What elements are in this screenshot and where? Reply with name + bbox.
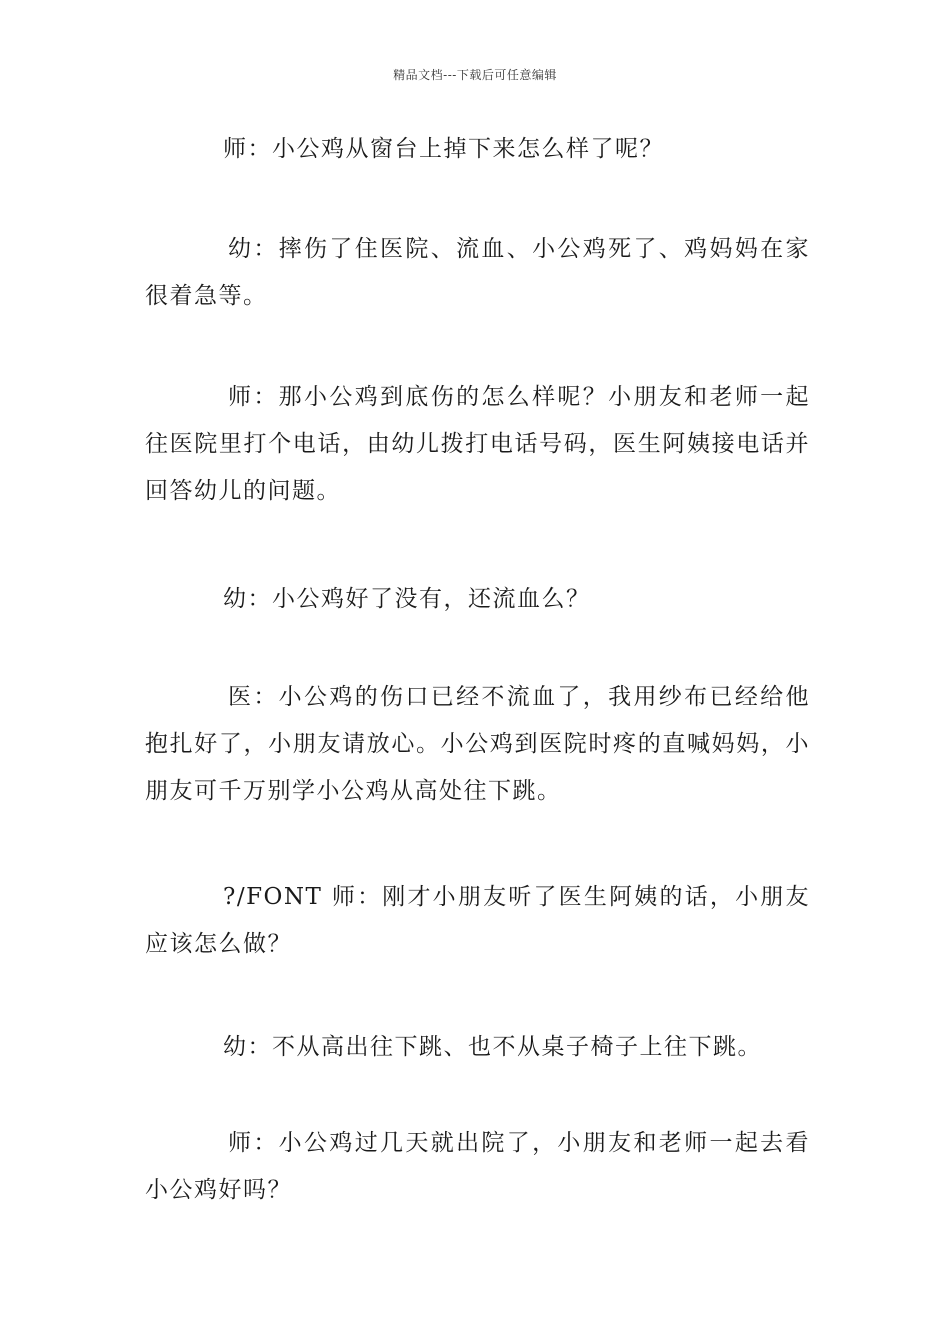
paragraph-6: ?/FONT 师：刚才小朋友听了医生阿姨的话，小朋友应该怎么做？ (145, 884, 810, 957)
paragraph-3: 师：那小公鸡到底伤的怎么样呢？小朋友和老师一起往医院里打个电话，由幼儿拨打电话号码，医生阿姨接电话并回答幼儿的问题。 (145, 384, 810, 504)
paragraph-8: 师：小公鸡过几天就出院了，小朋友和老师一起去看小公鸡好吗？ (145, 1130, 810, 1203)
page-header: 精品文档---下载后可任意编辑 (393, 68, 557, 82)
paragraph-2: 幼：摔伤了住医院、流血、小公鸡死了、鸡妈妈在家很着急等。 (145, 236, 810, 309)
paragraph-7: 幼：不从高出往下跳、也不从桌子椅子上往下跳。 (223, 1034, 762, 1060)
paragraph-1: 师：小公鸡从窗台上掉下来怎么样了呢？ (223, 136, 664, 162)
paragraph-4: 幼：小公鸡好了没有，还流血么？ (223, 586, 591, 612)
paragraph-5: 医：小公鸡的伤口已经不流血了，我用纱布已经给他抱扎好了，小朋友请放心。小公鸡到医院时疼的直喊妈妈，小朋友可千万别学小公鸡从高处往下跳。 (145, 684, 810, 804)
